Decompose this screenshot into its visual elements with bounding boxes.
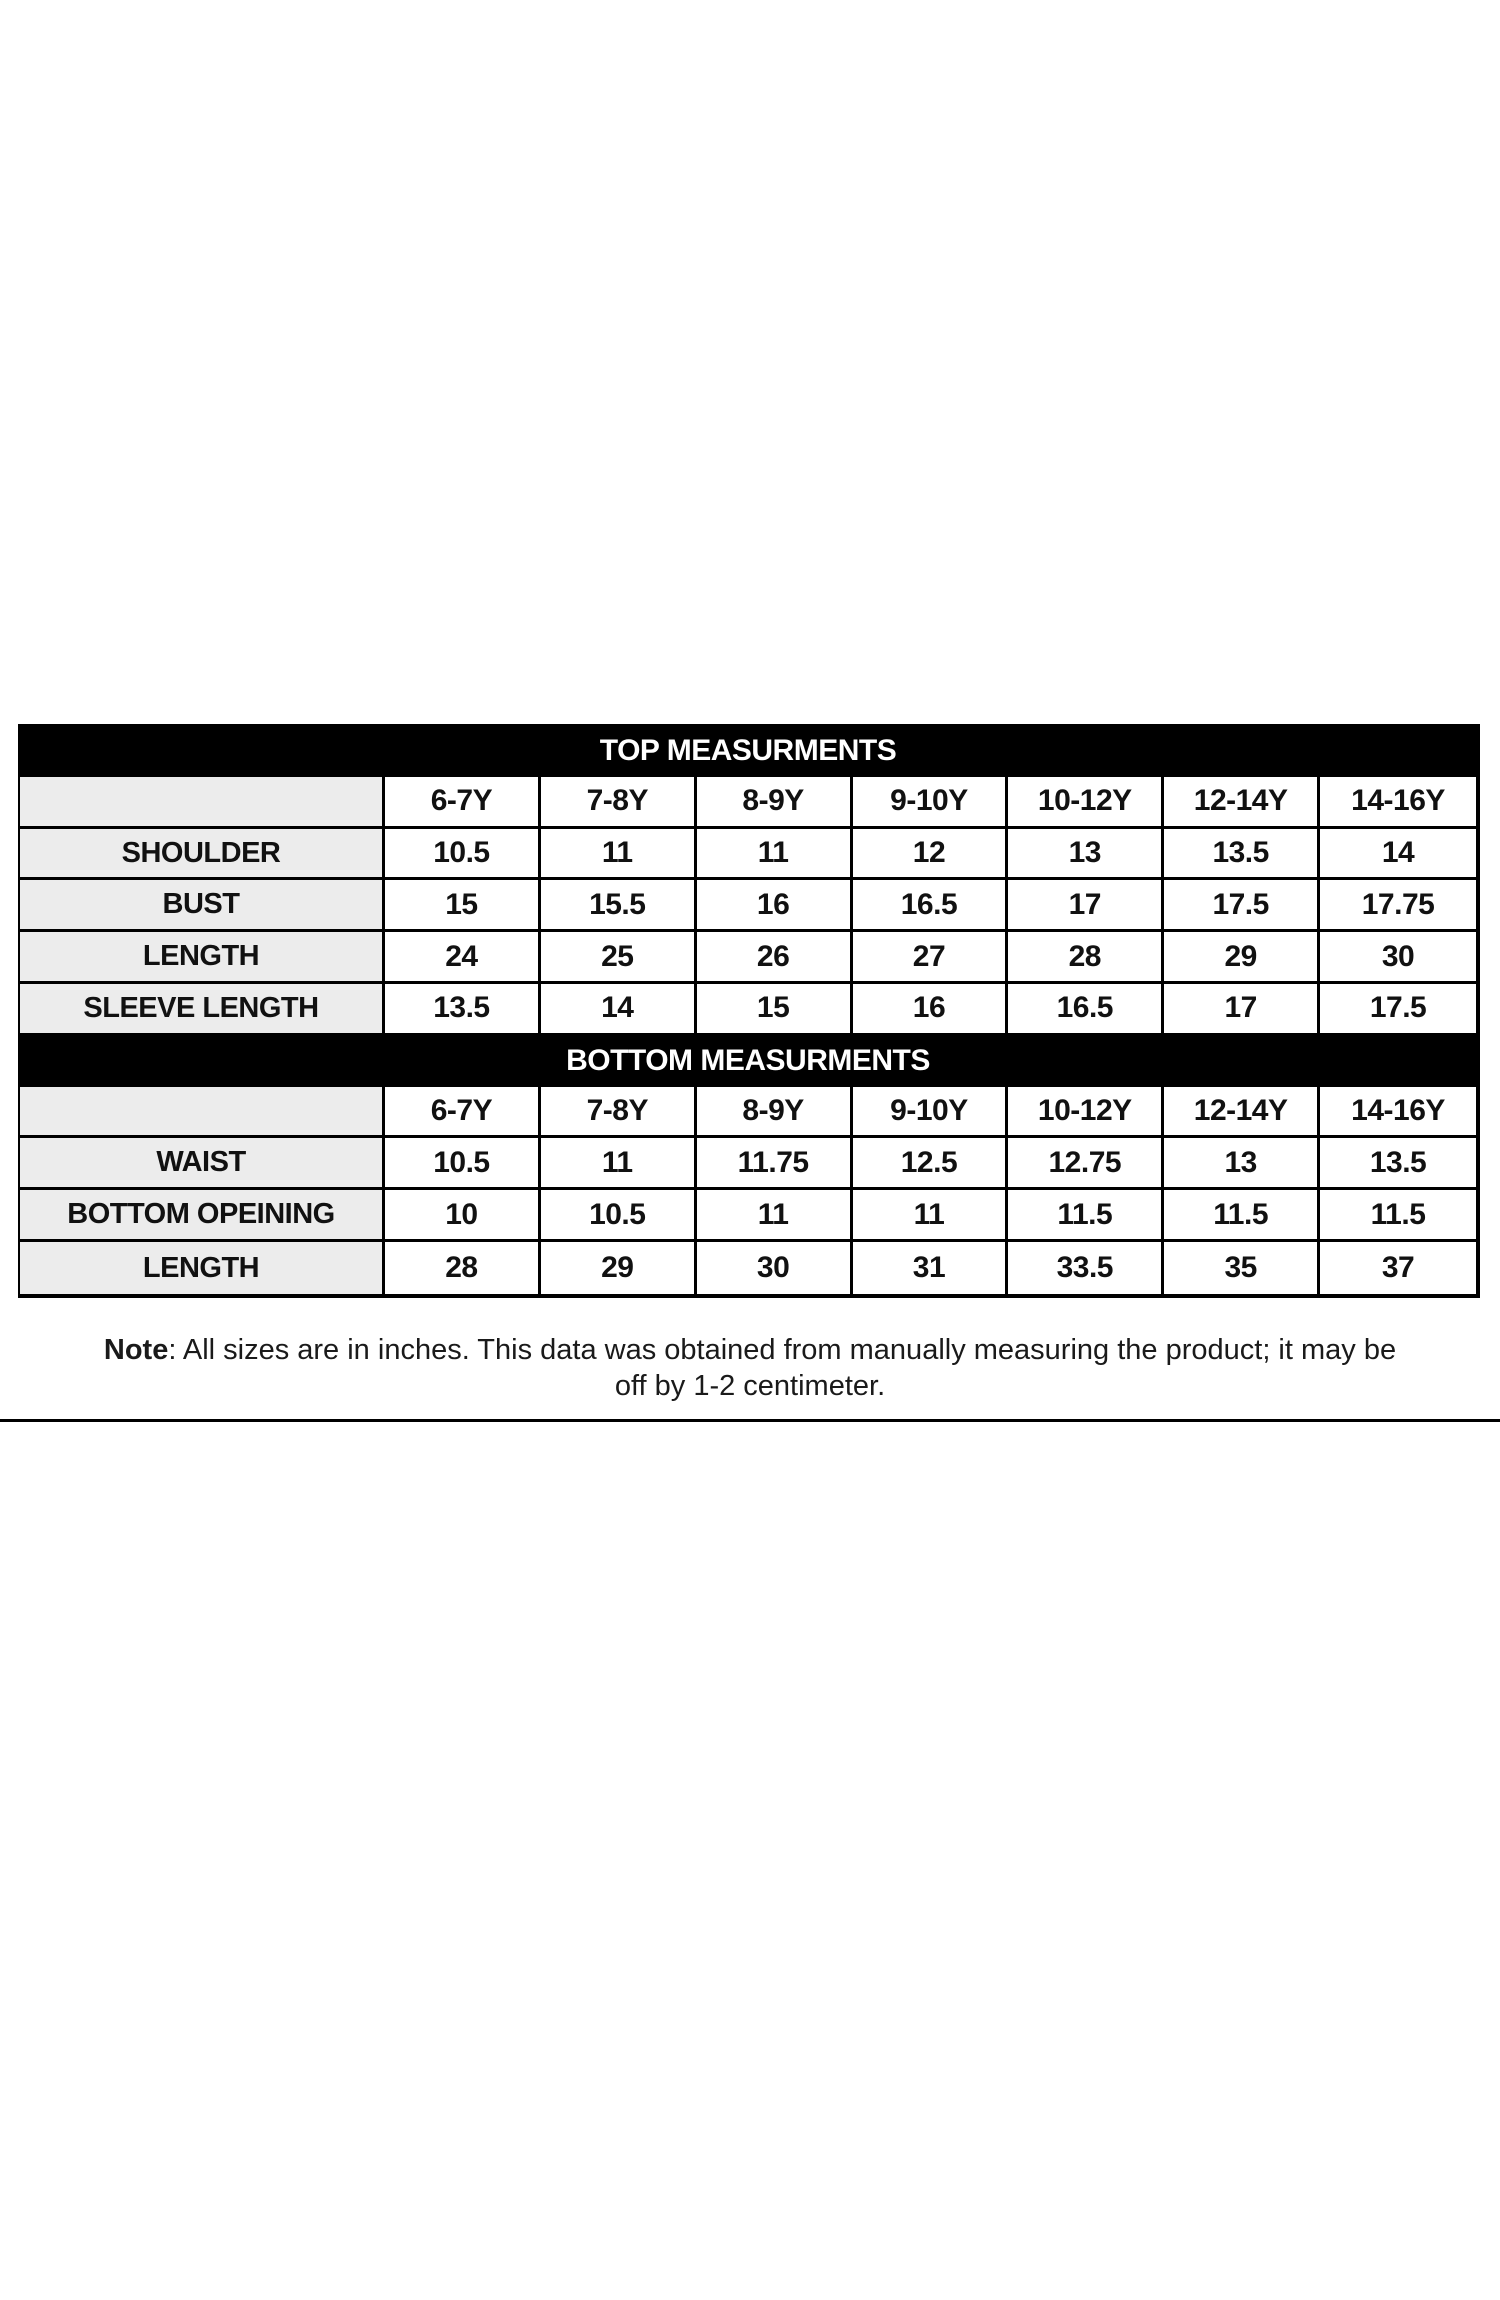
measurement-value: 15 (697, 984, 853, 1036)
measurement-value: 11 (541, 1138, 697, 1190)
measurement-value: 35 (1164, 1242, 1320, 1294)
measurement-value: 17 (1008, 880, 1164, 932)
measurement-value: 25 (541, 932, 697, 984)
size-header-cell: 8-9Y (697, 1087, 853, 1139)
top-section-title: TOP MEASURMENTS (20, 726, 1476, 777)
measurement-value: 14 (1320, 829, 1476, 881)
measurement-value: 13 (1164, 1138, 1320, 1190)
size-chart-table (20, 726, 1476, 1294)
measurement-value: 31 (853, 1242, 1009, 1294)
measurement-value: 11.5 (1164, 1190, 1320, 1242)
measurement-value: 11 (697, 1190, 853, 1242)
measurement-value: 15 (385, 880, 541, 932)
bottom-section-title-row (20, 1036, 1476, 1087)
measurement-value: 29 (541, 1242, 697, 1294)
note-label: Note (103, 1334, 169, 1366)
divider-line (0, 1419, 1500, 1422)
header-corner-cell (20, 777, 385, 829)
measurement-value: 13.5 (1164, 829, 1320, 881)
size-header-cell: 12-14Y (1164, 777, 1320, 829)
measurement-value: 13.5 (1320, 1138, 1476, 1190)
measurement-value: 24 (385, 932, 541, 984)
measurement-value: 12.5 (853, 1138, 1009, 1190)
measurement-value: 16 (697, 880, 853, 932)
measurement-value: 26 (697, 932, 853, 984)
size-header-cell: 10-12Y (1008, 1087, 1164, 1139)
size-header-cell: 14-16Y (1320, 777, 1476, 829)
bottom-size-header-row (20, 1087, 1476, 1139)
measurement-value: 10 (385, 1190, 541, 1242)
measurement-value: 12.75 (1008, 1138, 1164, 1190)
measurement-row (20, 880, 1476, 932)
measurement-value: 17.5 (1164, 880, 1320, 932)
measurement-value: 30 (697, 1242, 853, 1294)
size-header-cell: 10-12Y (1008, 777, 1164, 829)
measurement-value: 33.5 (1008, 1242, 1164, 1294)
size-header-cell: 12-14Y (1164, 1087, 1320, 1139)
measurement-value: 29 (1164, 932, 1320, 984)
measurement-value: 11.75 (697, 1138, 853, 1190)
measurement-value: 10.5 (385, 1138, 541, 1190)
measurement-value: 37 (1320, 1242, 1476, 1294)
measurement-value: 11 (853, 1190, 1009, 1242)
measurement-value: 14 (541, 984, 697, 1036)
header-corner-cell (20, 1087, 385, 1139)
size-header-cell: 7-8Y (541, 777, 697, 829)
measurement-value: 17.5 (1320, 984, 1476, 1036)
measurement-value: 16.5 (853, 880, 1009, 932)
measurement-row (20, 1138, 1476, 1190)
measurement-value: 11.5 (1320, 1190, 1476, 1242)
size-header-cell: 7-8Y (541, 1087, 697, 1139)
measurement-label: WAIST (20, 1138, 385, 1190)
measurement-value: 11.5 (1008, 1190, 1164, 1242)
size-header-cell: 6-7Y (385, 1087, 541, 1139)
size-header-cell: 8-9Y (697, 777, 853, 829)
measurement-value: 13.5 (385, 984, 541, 1036)
note-text: : All sizes are in inches. This data was obtained from manually measuring the product; it may be off by 1-2 centimeter. (168, 1334, 1397, 1402)
measurement-label: BOTTOM OPEINING (20, 1190, 385, 1242)
bottom-section-title: BOTTOM MEASURMENTS (20, 1036, 1476, 1087)
measurement-label: SHOULDER (20, 829, 385, 881)
measurement-value: 13 (1008, 829, 1164, 881)
measurement-value: 16.5 (1008, 984, 1164, 1036)
measurement-value: 11 (697, 829, 853, 881)
measurement-label: LENGTH (20, 932, 385, 984)
measurement-value: 17 (1164, 984, 1320, 1036)
measurement-value: 27 (853, 932, 1009, 984)
size-header-cell: 6-7Y (385, 777, 541, 829)
measurement-label: SLEEVE LENGTH (20, 984, 385, 1036)
measurement-value: 10.5 (541, 1190, 697, 1242)
measurement-label: LENGTH (20, 1242, 385, 1294)
measurement-value: 11 (541, 829, 697, 881)
size-header-cell: 14-16Y (1320, 1087, 1476, 1139)
measurement-note (90, 1332, 1410, 1404)
measurement-value: 28 (1008, 932, 1164, 984)
measurement-value: 15.5 (541, 880, 697, 932)
measurement-row (20, 984, 1476, 1036)
measurement-label: BUST (20, 880, 385, 932)
measurement-value: 30 (1320, 932, 1476, 984)
top-size-header-row (20, 777, 1476, 829)
measurement-row (20, 1242, 1476, 1294)
measurement-row (20, 932, 1476, 984)
measurement-value: 28 (385, 1242, 541, 1294)
measurement-value: 17.75 (1320, 880, 1476, 932)
measurement-value: 12 (853, 829, 1009, 881)
measurement-value: 10.5 (385, 829, 541, 881)
top-section-title-row (20, 726, 1476, 777)
size-chart (18, 724, 1480, 1298)
size-header-cell: 9-10Y (853, 1087, 1009, 1139)
measurement-value: 16 (853, 984, 1009, 1036)
measurement-row (20, 1190, 1476, 1242)
size-header-cell: 9-10Y (853, 777, 1009, 829)
measurement-row (20, 829, 1476, 881)
